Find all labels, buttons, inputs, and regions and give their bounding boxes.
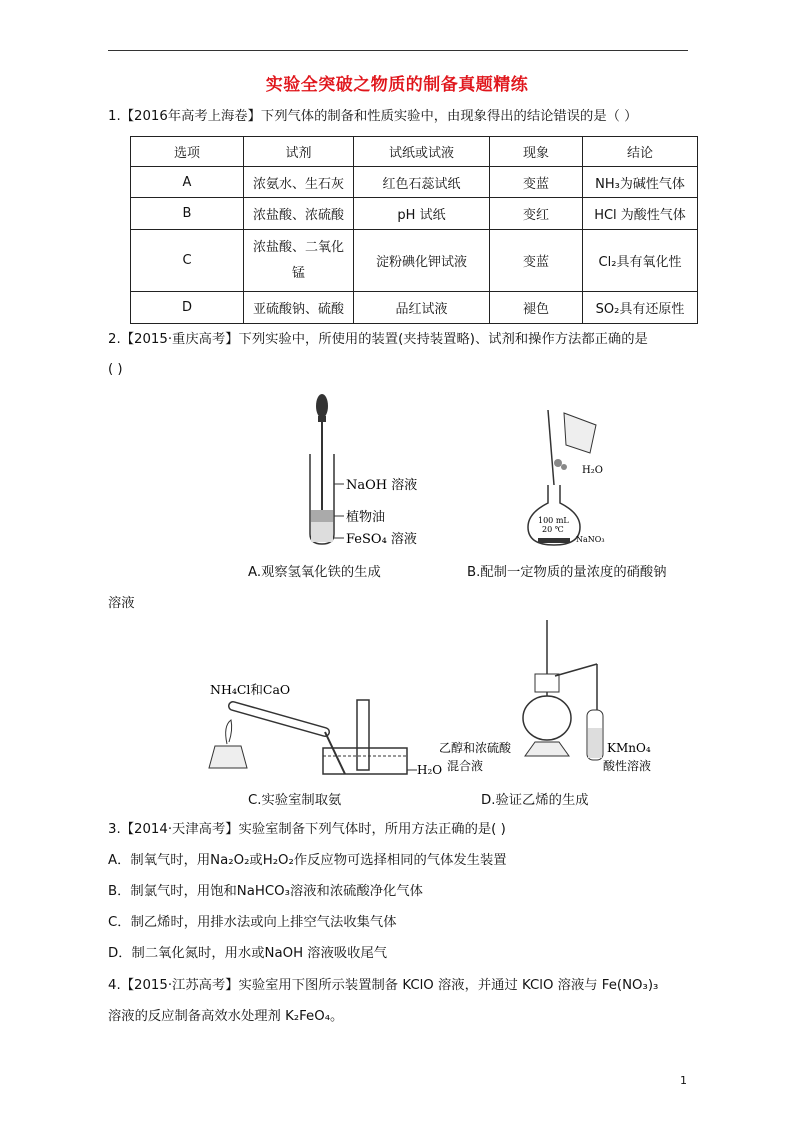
figure-b [520,405,620,555]
q4-number: 4. [108,978,121,993]
question-2 [108,331,648,349]
q1-table [130,136,698,324]
header-cell: 现象 [490,137,583,167]
label-feso4: FeSO₄ 溶液 [346,532,417,547]
cell-paper: 红色石蕊试纸 [354,167,490,198]
header-cell: 试纸或试液 [354,137,490,167]
table-row [131,230,698,292]
cell-option: C [131,230,244,292]
label-nano3: NaNO₃ [576,535,605,544]
table-header-row [131,137,698,167]
figure-d [435,618,665,780]
figure-c [205,678,443,780]
cell-conclusion: NH₃为碱性气体 [583,167,698,198]
cell-phenomenon: 褪色 [490,292,583,324]
q1-source: 【2016年高考上海卷】 [120,109,261,124]
table-row [131,292,698,324]
cell-reagent: 亚硫酸钠、硫酸 [244,292,354,324]
table-row [131,198,698,230]
caption-b: B.配制一定物质的量浓度的硝酸钠 [467,565,667,580]
cell-phenomenon: 变蓝 [490,230,583,292]
cell-conclusion: SO₂具有还原性 [583,292,698,324]
q4-text: 实验室用下图所示装置制备 KClO 溶液，并通过 KClO 溶液与 Fe(NO₃)₃ [238,978,659,993]
cell-reagent: 浓盐酸、二氧化锰 [244,230,354,292]
table-row [131,167,698,198]
header-cell: 选项 [131,137,244,167]
caption-a: A.观察氢氧化铁的生成 [248,565,381,580]
cell-paper: 淀粉碘化钾试液 [354,230,490,292]
question-3 [108,821,506,839]
q3-text: 实验室制备下列气体时，所用方法正确的是( ) [238,822,506,837]
q3-option-b: B．制氯气时，用饱和NaHCO₃溶液和浓硫酸净化气体 [108,884,423,899]
q3-source: 【2014·天津高考】 [120,822,239,837]
label-ethanol: 乙醇和浓硫酸 [439,741,512,755]
label-mixture: 混合液 [447,759,484,773]
q4-source: 【2015·江苏高考】 [120,978,239,993]
cell-reagent: 浓盐酸、浓硫酸 [244,198,354,230]
q2-answer-paren: ( ) [108,362,123,377]
label-acid-solution: 酸性溶液 [603,759,652,773]
header-cell: 结论 [583,137,698,167]
label-oil: 植物油 [346,510,386,525]
q2-number: 2. [108,332,121,347]
label-nh4cl-cao: NH₄Cl和CaO [210,682,291,697]
cell-conclusion: HCl 为酸性气体 [583,198,698,230]
cell-paper: 品红试液 [354,292,490,324]
q3-number: 3. [108,822,121,837]
question-1 [108,108,637,126]
q4-text-continued: 溶液的反应制备高效水处理剂 K₂FeO₄。 [108,1009,344,1024]
cell-conclusion: Cl₂具有氧化性 [583,230,698,292]
cell-phenomenon: 变红 [490,198,583,230]
cell-paper: pH 试纸 [354,198,490,230]
caption-c: C.实验室制取氨 [248,793,342,808]
q1-text: 下列气体的制备和性质实验中，由现象得出的结论错误的是（ ） [260,109,638,124]
cell-reagent: 浓氨水、生石灰 [244,167,354,198]
cell-option: A [131,167,244,198]
page-title: 实验全突破之物质的制备真题精练 [265,75,529,95]
figure-a [290,392,430,552]
q3-option-d: D．制二氧化氮时，用水或NaOH 溶液吸收尾气 [108,946,388,961]
caption-d: D.验证乙烯的生成 [481,793,589,808]
label-kmno4: KMnO₄ [607,741,651,755]
q1-number: 1. [108,109,121,124]
header-cell: 试剂 [244,137,354,167]
q3-option-a: A．制氧气时，用Na₂O₂或H₂O₂作反应物可选择相同的气体发生装置 [108,853,507,868]
cell-option: B [131,198,244,230]
q2-source: 【2015·重庆高考】 [120,332,239,347]
cell-option: D [131,292,244,324]
caption-b-continued: 溶液 [108,596,135,611]
page-number: 1 [680,1074,687,1087]
question-4 [108,977,658,995]
label-20c: 20 ℃ [542,525,564,534]
header-rule [108,50,688,51]
label-100ml: 100 mL [538,516,569,525]
label-h2o: H₂O [582,465,603,476]
cell-phenomenon: 变蓝 [490,167,583,198]
label-h2o-c: H₂O [417,763,443,777]
label-naoh: NaOH 溶液 [346,478,418,493]
q3-option-c: C．制乙烯时，用排水法或向上排空气法收集气体 [108,915,397,930]
q2-text: 下列实验中，所使用的装置(夹持装置略)、试剂和操作方法都正确的是 [238,332,648,347]
